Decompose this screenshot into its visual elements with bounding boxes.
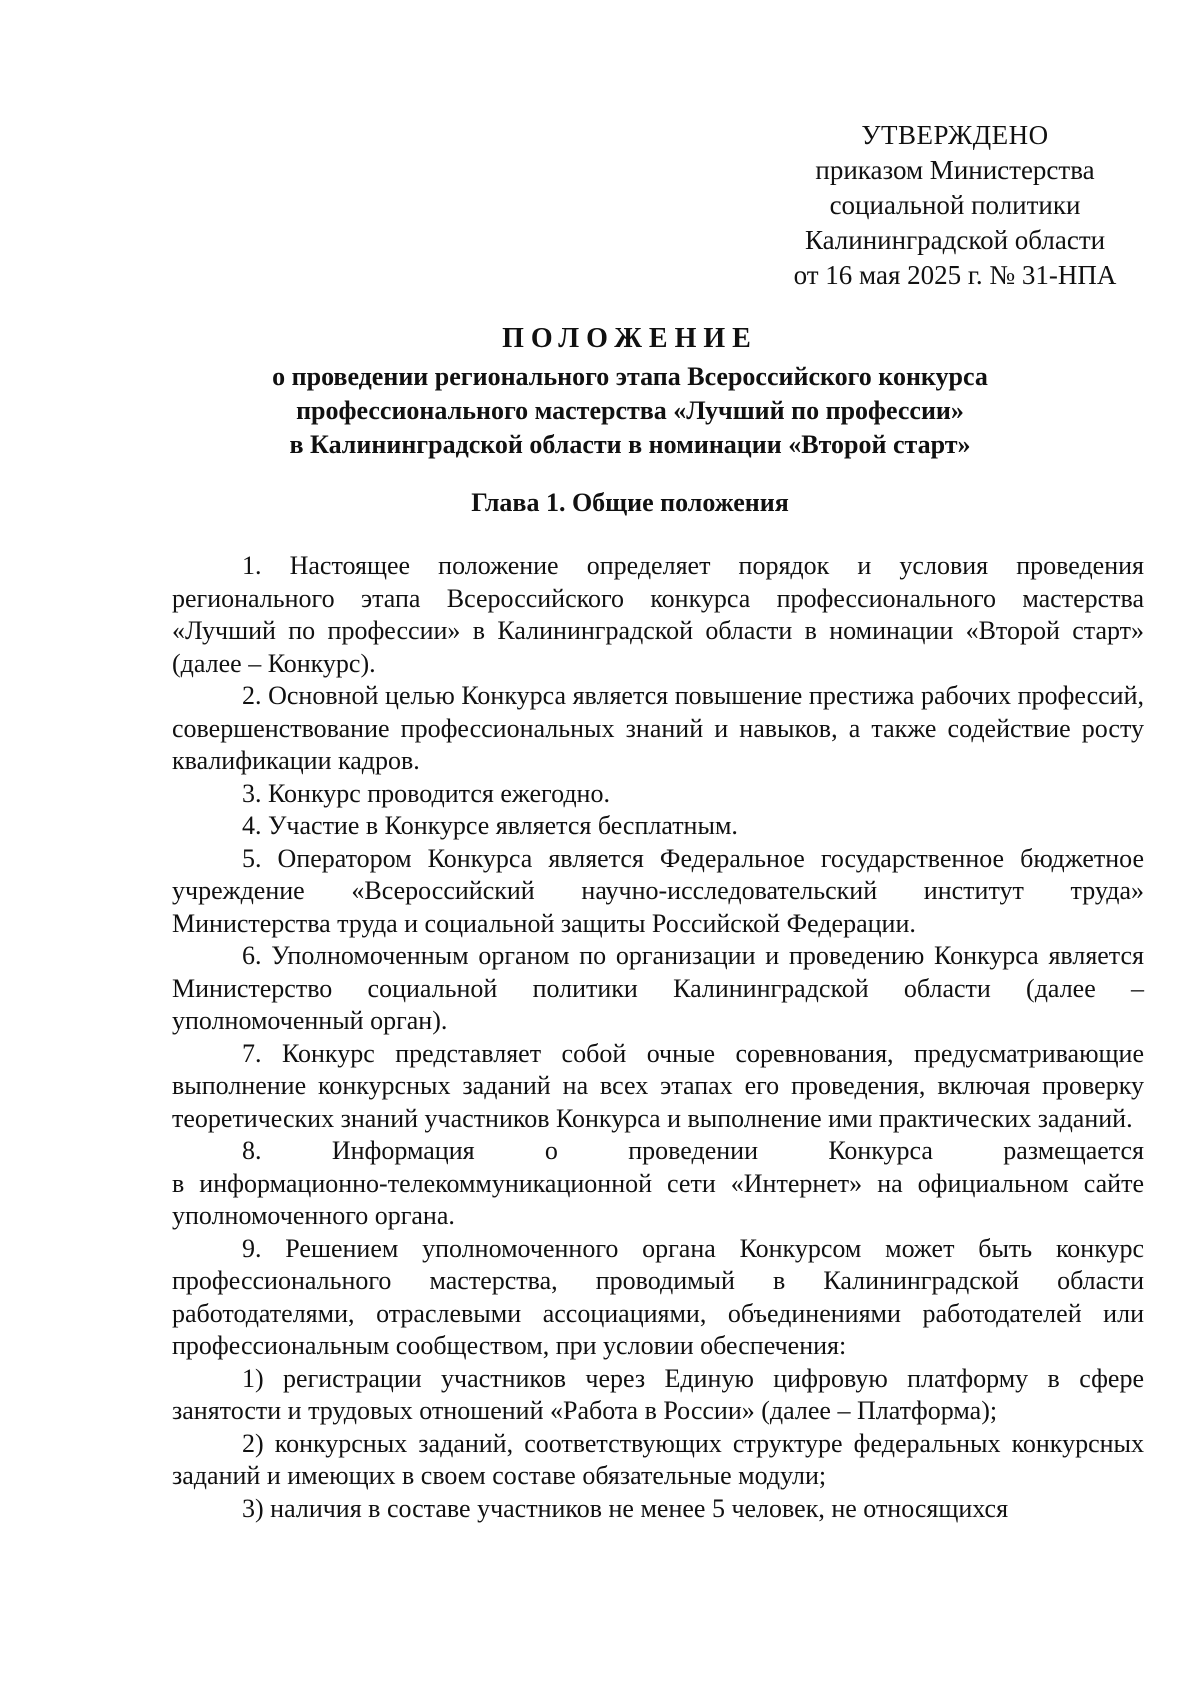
subtitle-line-3: в Калининградской области в номинации «Второй старт» — [289, 430, 971, 459]
paragraph-9: 9. Решением уполномоченного органа Конкурсом может быть конкурс профессионального мастерства, проводимый в Калининградской области работодателями, отраслевыми ассоциациями, объединениями работодателей или профессиональным сообществом, при условии обеспечения: — [172, 1233, 1144, 1360]
list-item-3: 3) наличия в составе участников не менее 5 человек, не относящихся — [242, 1493, 1009, 1523]
paragraph-8-first-line — [172, 1135, 1144, 1168]
approval-heading: УТВЕРЖДЕНО — [861, 120, 1049, 150]
p8-word: Конкурса — [828, 1136, 933, 1165]
paragraph-1: 1. Настоящее положение определяет порядок и условия проведения регионального этапа Всероссийского конкурса профессионального мастерства «Лучший по профессии» в Калининградской области в номинации «Второй старт» (далее – Конкурс). — [172, 551, 1144, 678]
subtitle-line-1: о проведении регионального этапа Всероссийского конкурса — [272, 362, 988, 391]
approval-line-3: Калининградской области — [804, 225, 1106, 255]
subtitle-line-2: профессионального мастерства «Лучший по профессии» — [296, 396, 964, 425]
paragraph-8-rest: в информационно-телекоммуникационной сети «Интернет» на официальном сайте уполномоченного органа. — [172, 1168, 1144, 1230]
paragraph-3: 3. Конкурс проводится ежегодно. — [242, 778, 610, 808]
document-subtitle — [150, 360, 1110, 462]
approval-line-2: социальной политики — [829, 190, 1081, 220]
p8-word: 8. — [242, 1136, 262, 1165]
approval-stamp — [760, 118, 1150, 293]
list-item-2: 2) конкурсных заданий, соответствующих структуре федеральных конкурсных заданий и имеющих в своем составе обязательные модули; — [172, 1428, 1144, 1490]
list-item-1: 1) регистрации участников через Единую цифровую платформу в сфере занятости и трудовых отношений «Работа в России» (далее – Платформа); — [172, 1363, 1144, 1425]
document-title: ПОЛОЖЕНИЕ — [502, 323, 758, 354]
p8-word: о — [544, 1136, 558, 1165]
approval-line-1: приказом Министерства — [815, 155, 1095, 185]
paragraph-8 — [172, 1135, 1144, 1233]
paragraph-5: 5. Оператором Конкурса является Федеральное государственное бюджетное учреждение «Всероссийский научно-исследовательский институт труда» Министерства труда и социальной защиты Российской Федерации. — [172, 843, 1144, 938]
document-title-block — [150, 320, 1110, 462]
paragraph-4: 4. Участие в Конкурсе является бесплатным. — [242, 811, 738, 840]
p8-word: проведении — [628, 1136, 758, 1165]
paragraph-2: 2. Основной целью Конкурса является повышение престижа рабочих профессий, совершенствование профессиональных знаний и навыков, а также содействие росту квалификации кадров. — [172, 681, 1144, 775]
p8-word: Информация — [331, 1136, 475, 1165]
paragraph-7: 7. Конкурс представляет собой очные соревнования, предусматривающие выполнение конкурсных заданий на всех этапах его проведения, включая проверку теоретических знаний участников Конкурса и выполнение ими практических заданий. — [172, 1038, 1144, 1133]
document-body — [172, 550, 1144, 1525]
chapter-heading: Глава 1. Общие положения — [471, 488, 789, 517]
paragraph-6: 6. Уполномоченным органом по организации и проведению Конкурса является Министерство социальной политики Калининградской области (далее – уполномоченный орган). — [172, 941, 1144, 1035]
approval-line-4: от 16 мая 2025 г. № 31-НПА — [793, 260, 1117, 290]
p8-word: размещается — [1003, 1136, 1144, 1165]
